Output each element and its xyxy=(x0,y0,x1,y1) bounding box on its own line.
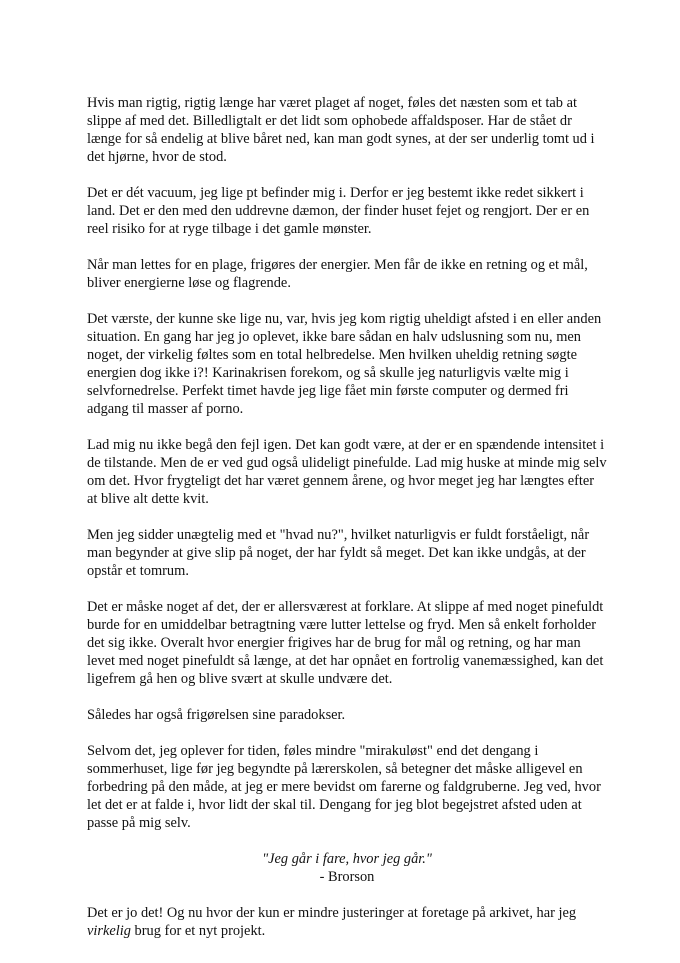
paragraph-2: Det er dét vacuum, jeg lige pt befinder mig i. Derfor er jeg bestemt ikke redet sikkert i land. Det er den med den uddrevne dæmon, der finder huset fejet og rengjort. Der er en reel risiko for at ryge tilbage i det gamle mønster. xyxy=(87,185,590,237)
paragraph-3: Når man lettes for en plage, frigøres der energier. Men får de ikke en retning og et mål, bliver energierne løse og flagrende. xyxy=(87,257,588,291)
document-page xyxy=(87,94,607,958)
final-emphasis: virkelig xyxy=(87,923,131,939)
paragraph-4: Det værste, der kunne ske lige nu, var, hvis jeg kom rigtig uheldigt afsted i en eller anden situation. En gang har jeg jo oplevet, ikke bare sådan en halv udslusning som nu, men noget, der virkelig føltes som en total helbredelse. Men hvilken uheldig retning søgte energien dog ikke i?! Karinakrisen forekom, og så skulle jeg naturligvis vælte mig i selvfornedrelse. Perfekt timet havde jeg lige fået min første computer og dermed fri adgang til masser af porno. xyxy=(87,311,602,417)
paragraph-7: Det er måske noget af det, der er allersværest at forklare. At slippe af med noget pinefuldt burde for en umiddelbar betragtning være lutter lettelse og fryd. Men så enkelt forholder det sig ikke. Overalt hvor energier frigives har de brug for mål og retning, og har man levet med noget pinefuldt så længe, at det har opnået en fortrolig vanemæssighed, kan det ligefrem gå hen og blive svært at skulle undvære det. xyxy=(87,599,604,687)
paragraph-5: Lad mig nu ikke begå den fejl igen. Det kan godt være, at der er en spændende intensitet i de tilstande. Men de er ved gud også ulideligt pinefulde. Lad mig huske at minde mig selv om det. Hvor frygteligt det har været gennem årene, og hvor meget jeg har længtes efter at blive alt dette kvit. xyxy=(87,437,607,507)
final-paragraph xyxy=(87,904,607,940)
paragraph-9: Selvom det, jeg oplever for tiden, føles mindre "mirakuløst" end det dengang i sommerhuset, lige før jeg begyndte på lærerskolen, så betegner det måske alligevel en forbedring på den måde, at jeg er mere bevidst om farerne og faldgruberne. Jeg ved, hvor let det er at falde i, hvor lidt der skal til. Dengang for jeg blot begejstret afsted uden at passe på mig selv. xyxy=(87,743,601,831)
final-text-after: brug for et nyt projekt. xyxy=(130,923,266,939)
paragraph-6: Men jeg sidder unægtelig med et "hvad nu?", hvilket naturligvis er fuldt forståeligt, når man begynder at give slip på noget, der har fyldt så meget. Det kan ikke undgås, at der opstår et tomrum. xyxy=(87,527,590,579)
quote-text: "Jeg går i fare, hvor jeg går." xyxy=(262,851,432,867)
final-text-before: Det er jo det! Og nu hvor der kun er mindre justeringer at foretage på arkivet, har jeg xyxy=(87,905,577,921)
paragraph-8: Således har også frigørelsen sine paradokser. xyxy=(87,707,346,723)
quote-author: - Brorson xyxy=(319,869,375,885)
paragraph-1: Hvis man rigtig, rigtig længe har været plaget af noget, føles det næsten som et tab at slippe af med det. Billedligtalt er det lidt som ophobede affaldsposer. Har de stået dr længe for så endelig at blive båret ned, kan man godt synes, at der ser underlig tomt ud i det hjørne, hvor de stod. xyxy=(87,95,595,165)
quote-block xyxy=(87,850,607,886)
